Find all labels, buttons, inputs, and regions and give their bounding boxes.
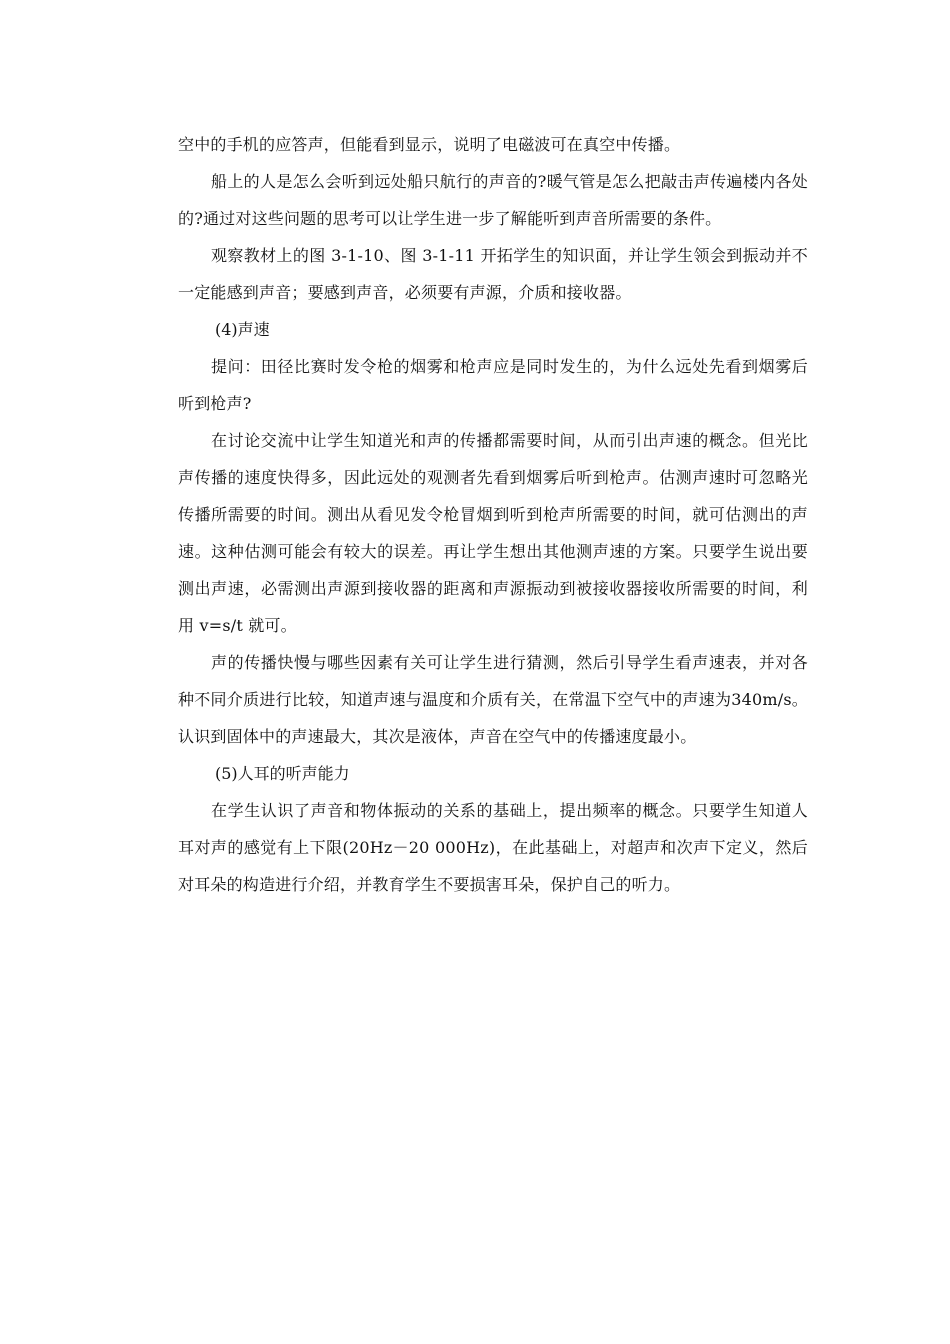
paragraph-sound-speed-factors: 声的传播快慢与哪些因素有关可让学生进行猜测，然后引导学生看声速表，并对各种不同介质进行比较，知道声速与温度和介质有关，在常温下空气中的声速为340m/s。认识到固体中的声速最大，其次是液体，声音在空气中的传播速度最小。 (178, 653, 808, 746)
paragraph-sound-conditions-question: 船上的人是怎么会听到远处船只航行的声音的?暖气管是怎么把敲击声传遍楼内各处的?通过对这些问题的思考可以让学生进一步了解能听到声音所需要的条件。 (178, 172, 808, 228)
paragraph-frequency-hearing-range: 在学生认识了声音和物体振动的关系的基础上，提出频率的概念。只要学生知道人耳对声的感觉有上下限(20Hz－20 000Hz)，在此基础上，对超声和次声下定义，然后对耳朵的构造进行介绍，并教育学生不要损害耳朵，保护自己的听力。 (178, 801, 808, 894)
paragraph-textbook-figures: 观察教材上的图 3-1-10、图 3-1-11 开拓学生的知识面，并让学生领会到振动并不一定能感到声音；要感到声音，必须要有声源，介质和接收器。 (178, 246, 808, 302)
section-heading-sound-speed: (4)声速 (215, 320, 270, 339)
section-heading-hearing-ability: (5)人耳的听声能力 (215, 764, 350, 783)
document-body (178, 126, 808, 903)
paragraph-sound-speed-concept: 在讨论交流中让学生知道光和声的传播都需要时间，从而引出声速的概念。但光比声传播的速度快得多，因此远处的观测者先看到烟雾后听到枪声。估测声速时可忽略光传播所需要的时间。测出从看见发令枪冒烟到听到枪声所需要的时间，就可估测出的声速。这种估测可能会有较大的误差。再让学生想出其他测声速的方案。只要学生说出要测出声速，必需测出声源到接收器的距离和声源振动到被接收器接收所需要的时间，利用 v=s/t 就可。 (178, 431, 808, 635)
paragraph-starting-gun-question: 提问：田径比赛时发令枪的烟雾和枪声应是同时发生的，为什么远处先看到烟雾后听到枪声? (178, 357, 808, 413)
paragraph-electromagnetic-wave: 空中的手机的应答声，但能看到显示，说明了电磁波可在真空中传播。 (178, 135, 681, 154)
